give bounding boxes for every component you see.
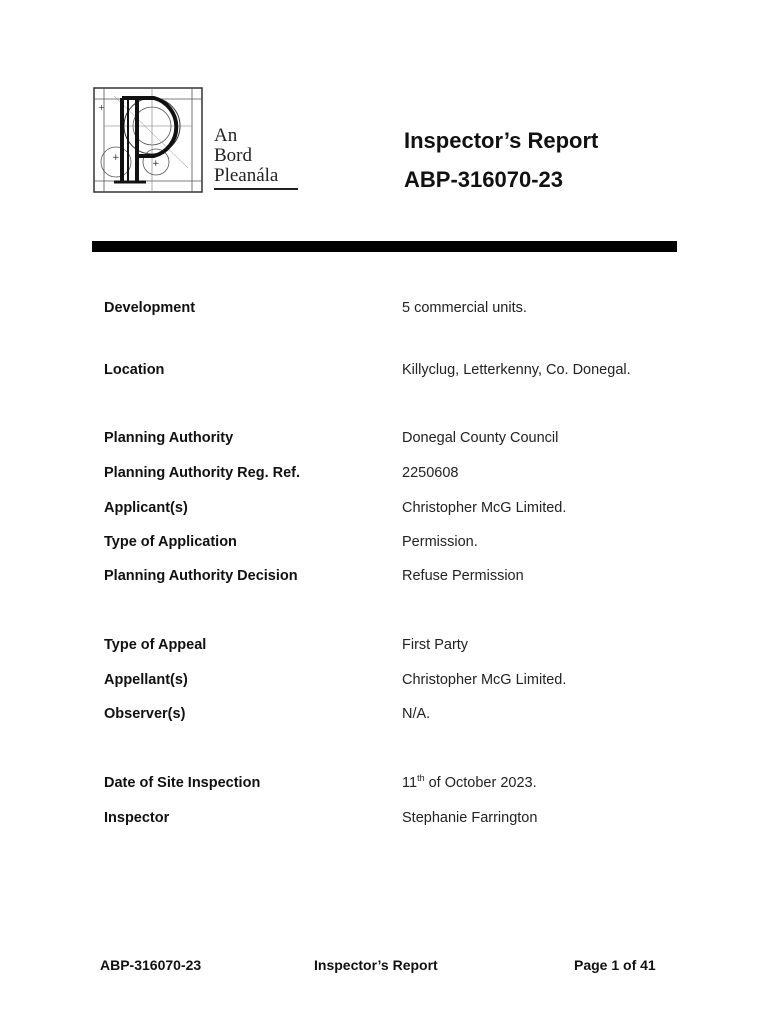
detail-row-type-of-application [0,534,770,556]
footer-title: Inspector’s Report [314,957,438,973]
type-of-appeal-label: Type of Appeal [104,637,207,653]
decision-value: Refuse Permission [402,568,524,584]
detail-row-development [0,300,770,322]
applicant-value: Christopher McG Limited. [402,500,567,516]
detail-row-type-of-appeal [0,637,770,659]
logo-word-an: An [214,125,238,146]
site-inspection-month-year: of October 2023. [424,775,537,791]
inspector-label: Inspector [104,810,170,826]
detail-row-applicant [0,500,770,522]
logo-word-pleanala: Pleanála [214,165,279,186]
logo-word-bord: Bord [214,145,252,166]
observer-value: N/A. [402,706,431,722]
planning-authority-label: Planning Authority [104,430,234,446]
logo-p-emblem-icon [92,86,204,194]
header-divider [92,241,677,252]
svg-text:+: + [112,153,120,163]
detail-row-appellant [0,672,770,694]
detail-row-planning-authority [0,430,770,452]
appellant-label: Appellant(s) [104,672,188,688]
development-value: 5 commercial units. [402,300,527,316]
type-of-application-label: Type of Application [104,534,237,550]
report-reference: ABP-316070-23 [404,167,563,192]
site-inspection-date-value [402,775,537,791]
site-inspection-day: 11 [402,775,418,791]
detail-row-observer [0,706,770,728]
svg-text:+: + [98,103,105,112]
detail-row-location [0,362,770,384]
site-inspection-date-label: Date of Site Inspection [104,775,261,791]
site-inspection-day-suffix: th [417,773,425,784]
detail-row-decision [0,568,770,590]
observer-label: Observer(s) [104,706,186,722]
logo-wordmark [214,126,278,186]
svg-text:+: + [152,159,160,169]
footer-page-number: Page 1 of 41 [574,957,656,973]
appellant-value: Christopher McG Limited. [402,672,567,688]
location-label: Location [104,362,165,378]
logo-underline [214,188,298,190]
detail-row-reg-ref [0,465,770,487]
reg-ref-label: Planning Authority Reg. Ref. [104,465,301,481]
an-bord-pleanala-logo [92,86,304,194]
development-label: Development [104,300,196,316]
detail-row-site-inspection-date [0,775,770,797]
type-of-application-value: Permission. [402,534,478,550]
detail-row-inspector [0,810,770,832]
inspector-value: Stephanie Farrington [402,810,538,826]
location-value: Killyclug, Letterkenny, Co. Donegal. [402,362,631,378]
applicant-label: Applicant(s) [104,500,188,516]
decision-label: Planning Authority Decision [104,568,298,584]
footer-reference: ABP-316070-23 [100,957,202,973]
type-of-appeal-value: First Party [402,637,469,653]
reg-ref-value: 2250608 [402,465,459,481]
planning-authority-value: Donegal County Council [402,430,559,446]
report-title: Inspector’s Report [404,128,599,153]
